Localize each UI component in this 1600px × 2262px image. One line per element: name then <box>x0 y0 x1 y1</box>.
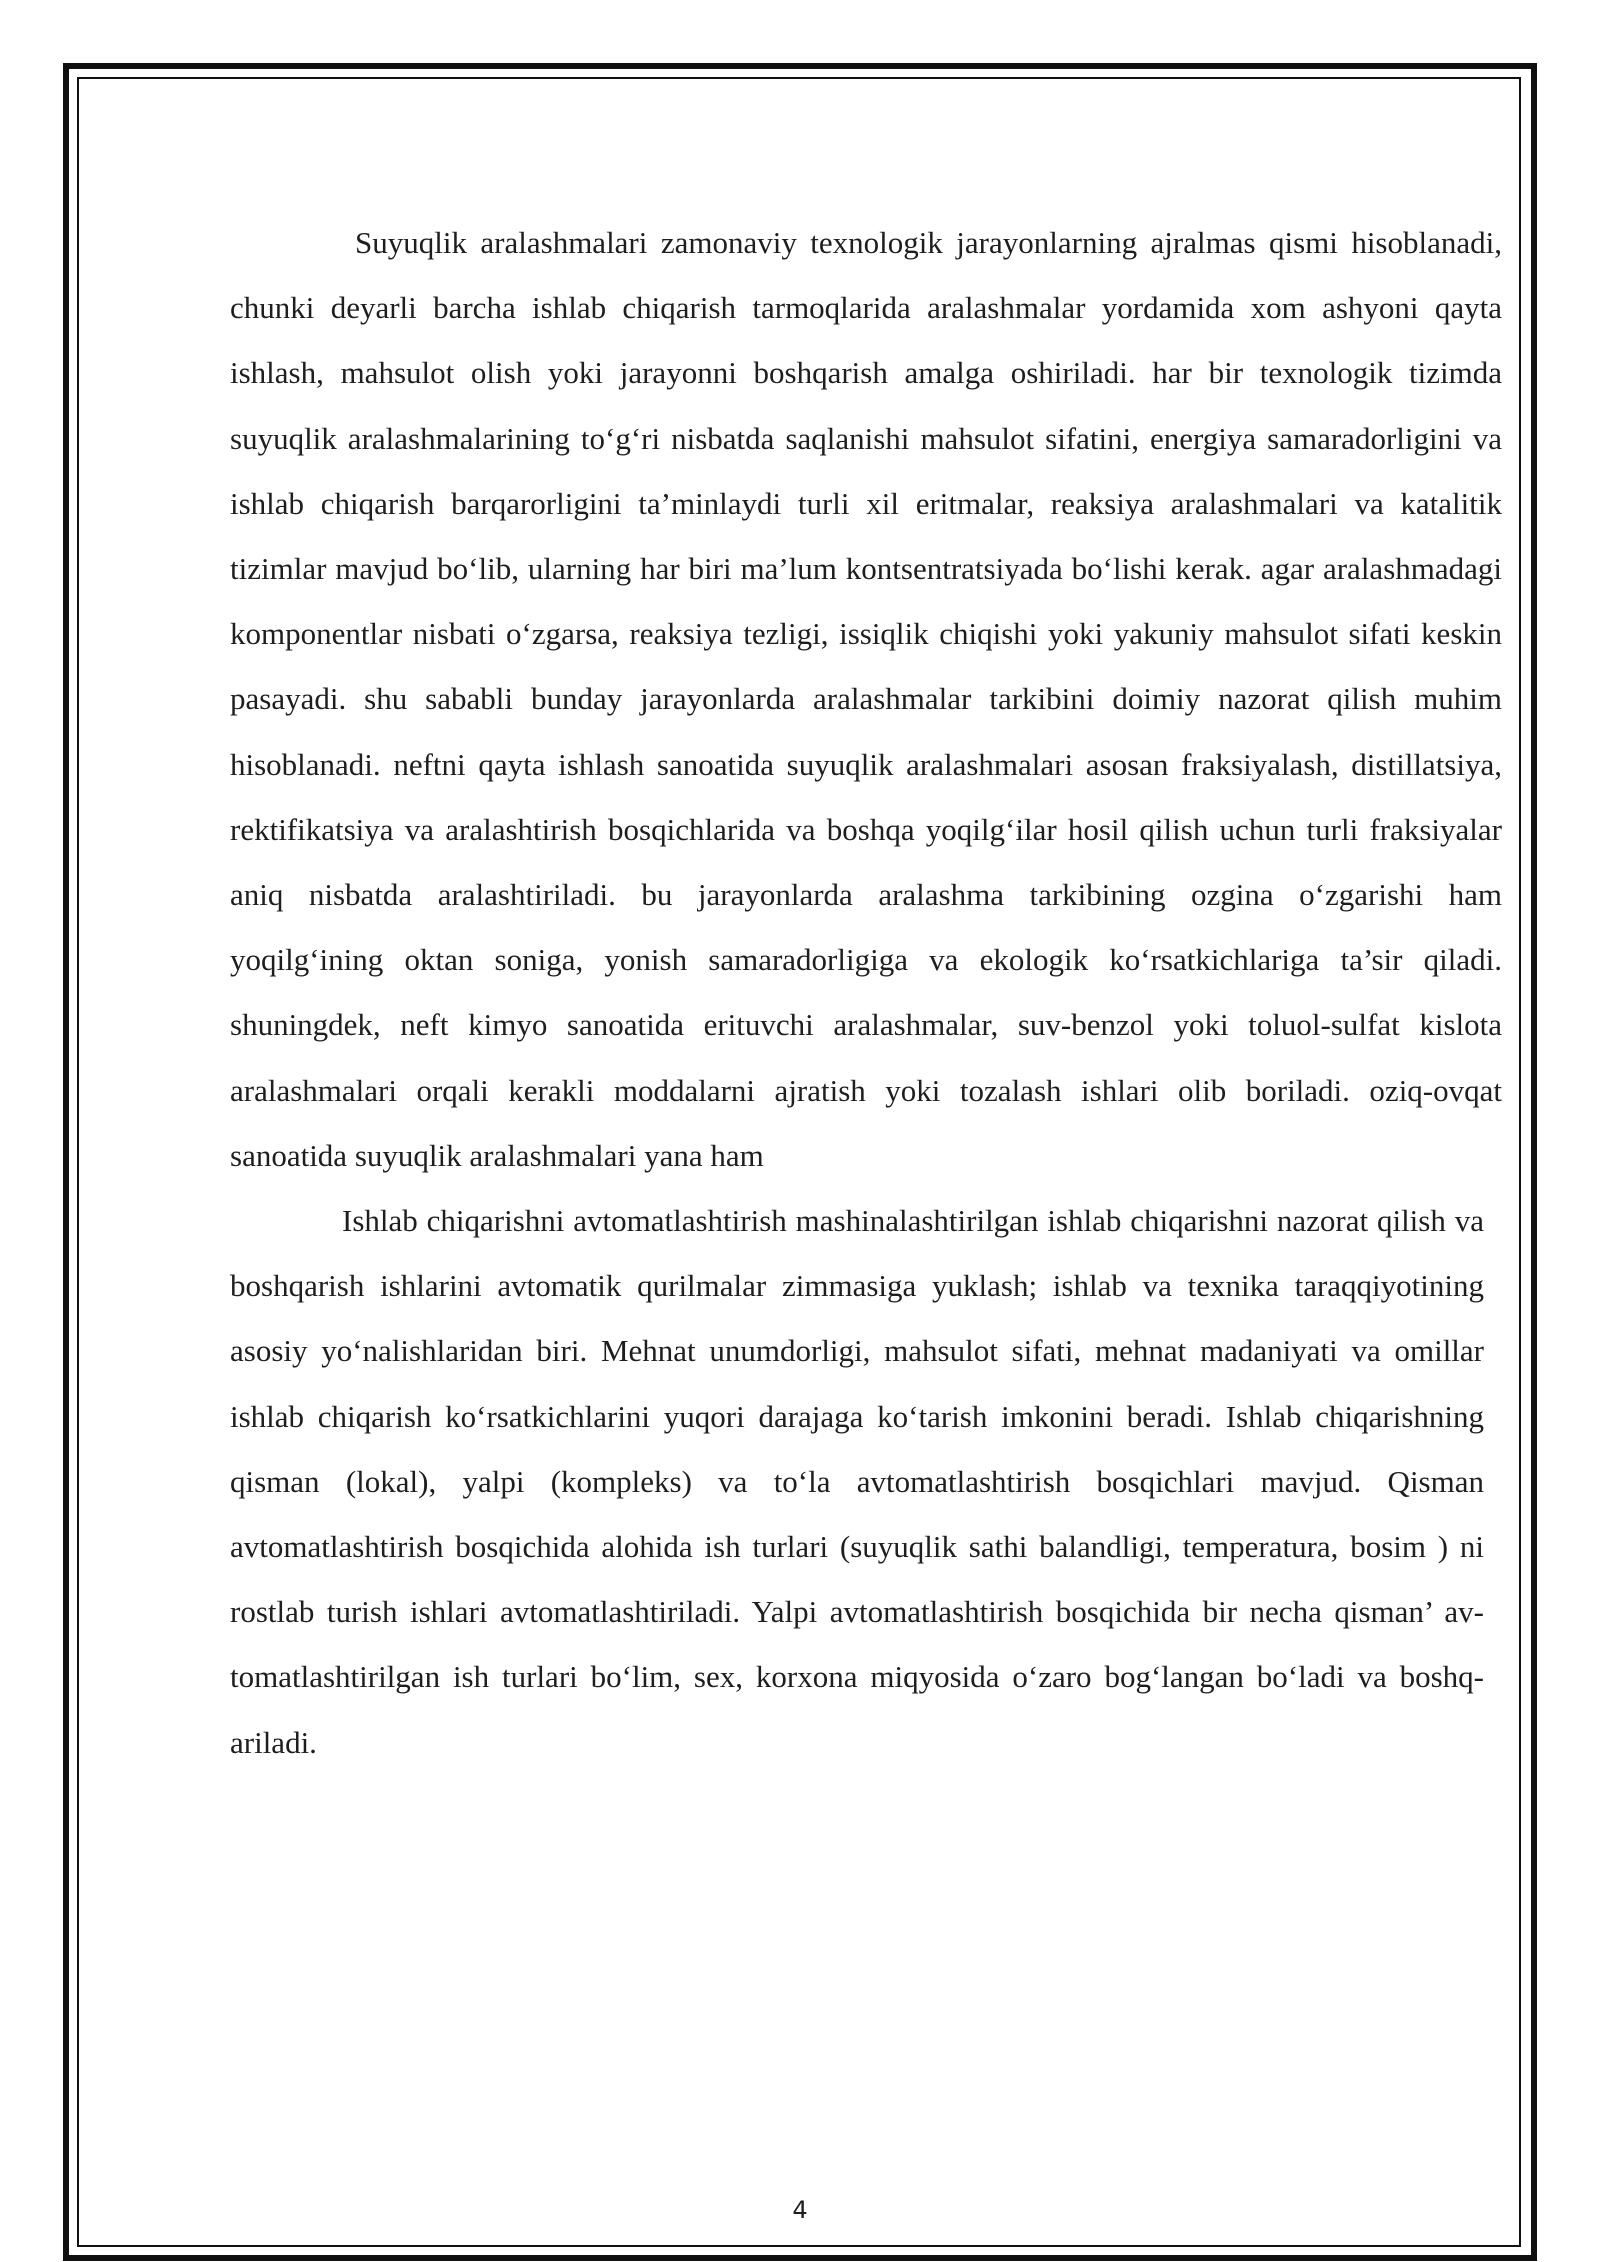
body-paragraph-2: Ishlab chiqarishni avtomatlashtirish mashinalashtirilgan ishlab chiqarishni nazorat qilish va boshqarish ishlarini avtomatik qurilmalar zimmasiga yuklash; ishlab va texnika taraqqiyotining asosiy yo‘nalishlaridan biri. Mehnat unumdorligi, mahsulot sifati, mehnat madaniyati va omillar ishlab chiqarish ko‘rsatkichlarini yuqori darajaga ko‘tarish imkonini beradi. Ishlab chiqarishning qisman (lokal), yalpi (kompleks) va to‘la avtomatlashtirish bosqichlari mavjud. Qisman avtomatlashtirish bosqichida alohida ish turlari (suyuqlik sathi balandligi, temperatura, bosim ) ni rostlab turish ishlari avtomatlashtiriladi. Yalpi avtomatlashtirish bosqichida bir necha qisman’ av-tomatlashtirilgan ish turlari bo‘lim, sex, korxona miqyosida o‘zaro bog‘langan bo‘ladi va boshq-ariladi. <box>230 1203 1484 1760</box>
body-paragraph-1: Suyuqlik aralashmalari zamonaviy texnologik jarayonlarning ajralmas qismi hisoblanadi, chunki deyarli barcha ishlab chiqarish tarmoqlarida aralashmalar yordamida xom ashyoni qayta ishlash, mahsulot olish yoki jarayonni boshqarish amalga oshiriladi. har bir texnologik tizimda suyuqlik aralashmalarining to‘g‘ri nisbatda saqlanishi mahsulot sifatini, energiya samaradorligini va ishlab chiqarish barqarorligini ta’minlaydi turli xil eritmalar, reaksiya aralashmalari va katalitik tizimlar mavjud bo‘lib, ularning har biri ma’lum kontsentratsiyada bo‘lishi kerak. agar aralashmadagi komponentlar nisbati o‘zgarsa, reaksiya tezligi, issiqlik chiqishi yoki yakuniy mahsulot sifati keskin pasayadi. shu sababli bunday jarayonlarda aralashmalar tarkibini doimiy nazorat qilish muhim hisoblanadi. neftni qayta ishlash sanoatida suyuqlik aralashmalari asosan fraksiyalash, distillatsiya, rektifikatsiya va aralashtirish bosqichlarida va boshqa yoqilg‘ilar hosil qilish uchun turli fraksiyalar aniq nisbatda aralashtiriladi. bu jarayonlarda aralashma tarkibining ozgina o‘zgarishi ham yoqilg‘ining oktan soniga, yonish samaradorligiga va ekologik ko‘rsatkichlariga ta’sir qiladi. shuningdek, neft kimyo sanoatida erituvchi aralashmalar, suv-benzol yoki toluol-sulfat kislota aralashmalari orqali kerakli moddalarni ajratish yoki tozalash ishlari olib boriladi. oziq-ovqat sanoatida suyuqlik aralashmalari yana ham <box>230 225 1502 1173</box>
page-number: 4 <box>792 2196 808 2224</box>
page-body <box>230 210 1502 1775</box>
